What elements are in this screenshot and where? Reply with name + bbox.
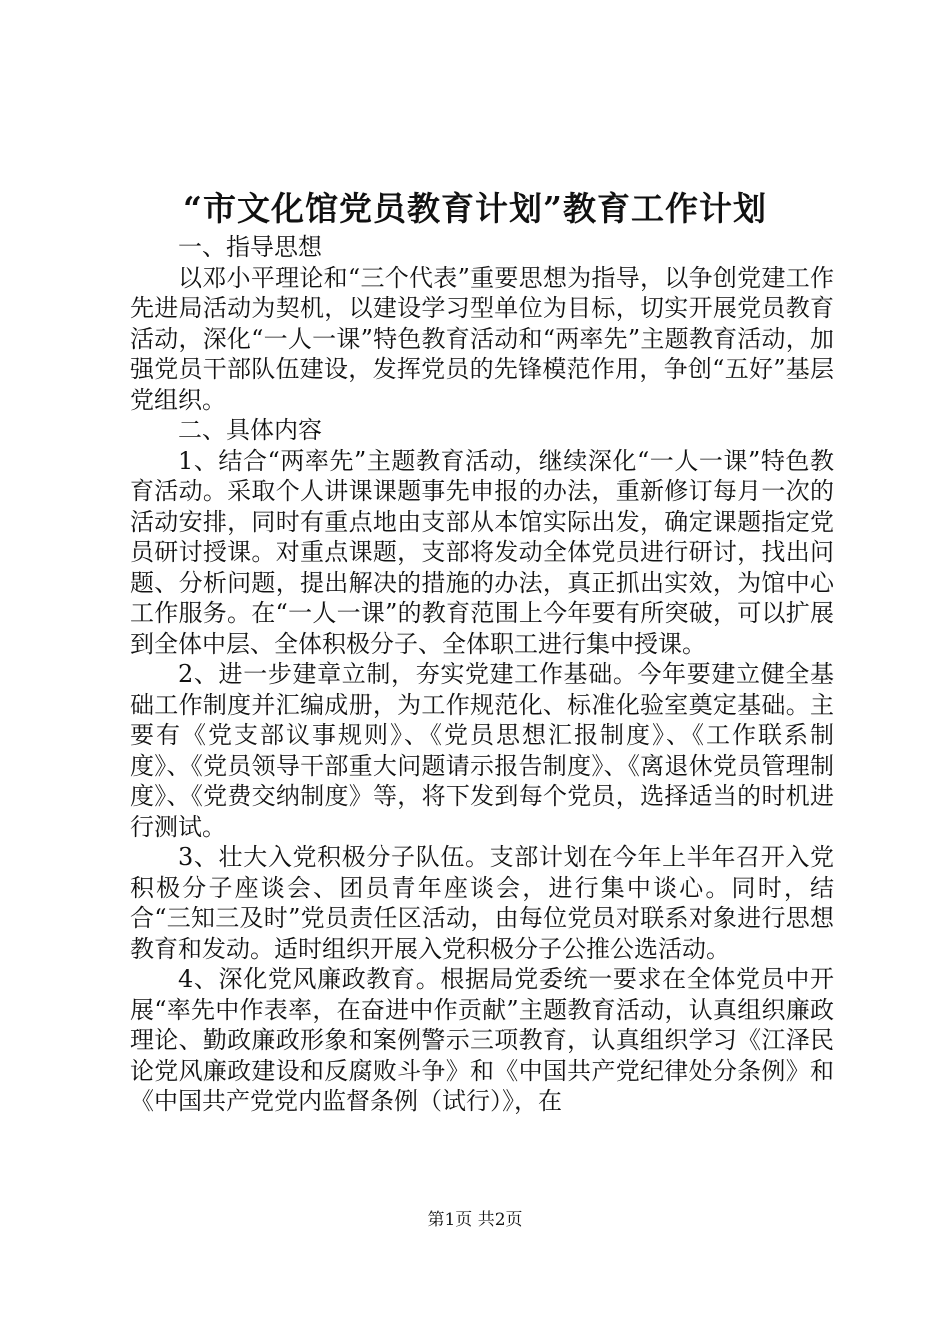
section-heading-specific-content: 二、具体内容: [178, 416, 322, 444]
section-heading-guiding-ideology: 一、指导思想: [178, 233, 322, 261]
document-title: “市文化馆党员教育计划”教育工作计划: [183, 189, 767, 228]
paragraph-item-4: 4、深化党风廉政教育。根据局党委统一要求在全体党员中开展“率先中作表率，在奋进中作贡献”主题教育活动，认真组织廉政理论、勤政廉政形象和案例警示三项教育，认真组织学习《江泽民论党风廉政建设和反腐败斗争》和《中国共产党纪律处分条例》和《中国共产党党内监督条例（试行）》，在: [130, 965, 834, 1115]
paragraph-item-1: 1、结合“两率先”主题教育活动，继续深化“一人一课”特色教育活动。采取个人讲课课题事先申报的办法，重新修订每月一次的活动安排，同时有重点地由支部从本馆实际出发，确定课题指定党员研讨授课。对重点课题，支部将发动全体党员进行研讨，找出问题、分析问题，提出解决的措施的办法，真正抓出实效，为馆中心工作服务。在“一人一课”的教育范围上今年要有所突破，可以扩展到全体中层、全体积极分子、全体职工进行集中授课。: [130, 446, 834, 658]
page-number-footer: 第1页 共2页: [427, 1210, 523, 1230]
paragraph-item-3: 3、壮大入党积极分子队伍。支部计划在今年上半年召开入党积极分子座谈会、团员青年座谈会，进行集中谈心。同时，结合“三知三及时”党员责任区活动，由每位党员对联系对象进行思想教育和发动。适时组织开展入党积极分子公推公选活动。: [130, 843, 834, 963]
document-body: [130, 232, 834, 1117]
paragraph-guiding-ideology: 以邓小平理论和“三个代表”重要思想为指导，以争创党建工作先进局活动为契机，以建设学习型单位为目标，切实开展党员教育活动，深化“一人一课”特色教育活动和“两率先”主题教育活动，加强党员干部队伍建设，发挥党员的先锋模范作用，争创“五好”基层党组织。: [130, 263, 834, 414]
paragraph-item-2: 2、进一步建章立制，夯实党建工作基础。今年要建立健全基础工作制度并汇编成册，为工作规范化、标准化验室奠定基础。主要有《党支部议事规则》、《党员思想汇报制度》、《工作联系制度》、《党员领导干部重大问题请示报告制度》、《离退休党员管理制度》、《党费交纳制度》等，将下发到每个党员，选择适当的时机进行测试。: [130, 660, 834, 841]
